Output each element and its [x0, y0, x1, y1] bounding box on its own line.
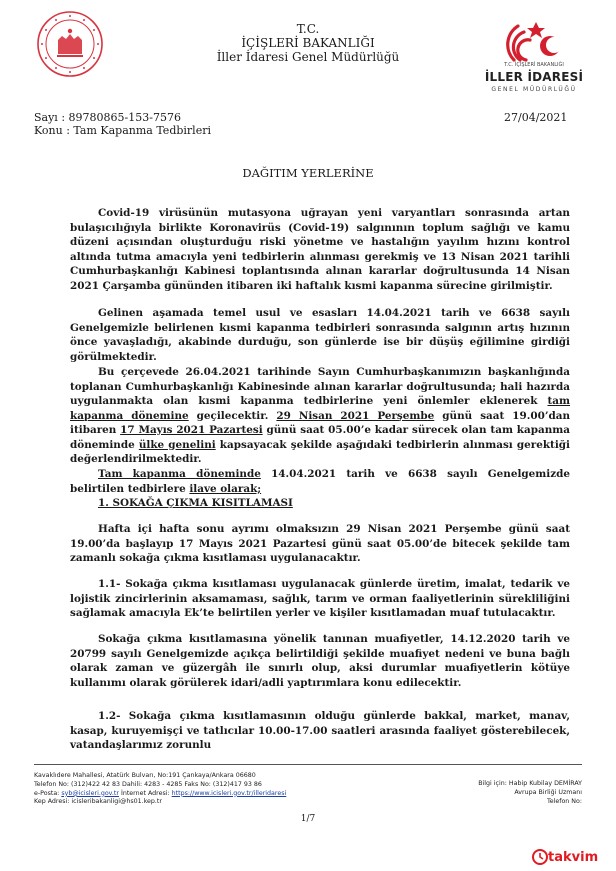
letterhead — [0, 22, 616, 64]
header-line-tc: T.C. — [296, 22, 320, 36]
konu-line: Konu : Tam Kapanma Tedbirleri — [34, 124, 211, 137]
header-directorate: İller İdaresi Genel Müdürlüğü — [216, 50, 400, 64]
paragraph-6 — [70, 577, 570, 621]
p3-part-c: günü saat 19.00’dan itibaren — [70, 409, 570, 436]
takvim-watermark — [532, 846, 610, 866]
paragraph-8-text: 1.2- Sokağa çıkma kısıtlamasının olduğu günlerde bakkal, market, manav, kasap, kuruyemişçi ve tatlıcılar 10.00-17.00 saatleri arasında faaliyet gösterebilecek, vatandaşlarımız zorunlu — [70, 710, 570, 751]
email-link[interactable]: syb@icisleri.gov.tr — [61, 789, 119, 797]
paragraph-3 — [70, 365, 570, 467]
footer-address-line: Kavaklıdere Mahallesi, Atatürk Bulvarı, No:191 Çankaya/Ankara 06680 — [34, 772, 256, 779]
footer-contact — [446, 780, 582, 806]
footer-phone-line: Telefon No: (312)422 42 83 Dahili: 4283 - 4285 Faks No: (312)417 93 86 — [34, 780, 262, 788]
paragraph-5 — [70, 522, 570, 566]
distribution-heading: DAĞITIM YERLERİNE — [242, 166, 374, 180]
p3-part-a: Bu çerçevede 26.04.2021 tarihinde Sayın Cumhurbaşkanımızın başkanlığında toplanan Cumhurbaşkanlığı Kabinesinde alınan kararlar doğrultusunda; hali hazırda uygulanmakta olan kısmi kapanma tedbirlerine yeni önlemler eklenerek — [70, 366, 570, 407]
footer-kep-line: Kep Adresi: icisleribakanligi@hs01.kep.tr — [34, 798, 162, 806]
paragraph-1-text: Covid-19 virüsünün mutasyona uğrayan yeni varyantları sonrasında artan bulaşıcılığıyla birlikte Koronavirüs (Covid-19) salgınının toplum sağlığı ve kamu düzeni açısından oluşturduğu riski yönetme ve hastalığın yayılım hızını kontrol altında tutma amacıyla yeni tedbirlerin alınması gerekmiş ve 13 Nisan 2021 tarihli Cumhurbaşkanlığı Kabinesi toplantısında alınan kararlar doğrultusunda 14 Nisan 2021 Çarşamba gününden itibaren iki haftalık kısmi kapanma sürecine girilmiştir. — [70, 207, 570, 292]
p4-underline-1: Tam kapanma döneminde — [98, 468, 261, 480]
p3-underline-3: 17 Mayıs 2021 Pazartesi — [120, 424, 263, 436]
footer-divider — [34, 764, 582, 765]
p4-part-a: 14.04.2021 tarih ve 6638 sayılı Genelgemizde belirtilen tedbirlere — [70, 468, 570, 495]
paragraph-1 — [70, 206, 570, 293]
paragraph-2-text: Gelinen aşamada temel usul ve esasları 14.04.2021 tarih ve 6638 sayılı Genelgemizle belirlenen kısmi kapanma tedbirleri sonrasında salgının artış hızının önce yavaşladığı, akabinde durduğu, son günlerde ise bir düşüş eğilimine girdiği görülmektedir. — [70, 307, 570, 363]
p3-underline-1: tam kapanma dönemine — [70, 395, 570, 422]
page-number: 1/7 — [300, 814, 316, 824]
contact-person: Bilgi için: Habip Kubilay DEMİRAY — [478, 780, 582, 787]
website-link[interactable]: https://www.icisleri.gov.tr/illeridaresi — [171, 789, 287, 797]
logo-brand-text: İLLER İDARESİ — [484, 70, 584, 84]
paragraph-5-text: Hafta içi hafta sonu ayrımı olmaksızın 29 Nisan 2021 Perşembe günü saat 19.00’da başlayıp 17 Mayıs 2021 Pazartesi günü saat 05.00’de bitecek şekilde tam zamanlı sokağa çıkma kısıtlaması uygulanacaktır. — [70, 523, 570, 564]
document-meta — [34, 111, 211, 137]
sayi-line: Sayı : 89780865-153-7576 — [34, 111, 181, 124]
paragraph-6-text: 1.1- Sokağa çıkma kısıtlaması uygulanacak günlerde üretim, imalat, tedarik ve lojistik zincirlerinin aksamaması, sağlık, tarım ve orman faaliyetlerinin sürekliliğini sağlamak amacıyla Ek’te belirtilen yerler ve kişiler kısıtlamadan muaf tutulacaktır. — [70, 578, 570, 619]
p3-part-b: geçilecektir. — [188, 409, 277, 422]
email-label: e-Posta: — [34, 789, 62, 797]
p3-underline-4: ülke genelini — [138, 438, 216, 451]
logo-small-caption: T.C. İÇİŞLERİ BAKANLIĞI — [504, 62, 564, 68]
paragraph-4 — [70, 467, 570, 511]
paragraph-3-text — [70, 365, 570, 467]
paragraph-7 — [70, 632, 570, 690]
paragraph-2 — [70, 306, 570, 364]
logo-sub-text: GENEL MÜDÜRLÜĞÜ — [491, 86, 577, 93]
paragraph-7-text: Sokağa çıkma kısıtlamasına yönelik tanınan muafiyetler, 14.12.2020 tarih ve 20799 sayılı Genelgemizde açıkça belirtildiği şekilde muafiyet nedeni ve buna bağlı olarak zaman ve güzergâh ile sınırlı olup, aksi durumlar muafiyetlerin kötüye kullanımı olarak görülerek idari/adli yaptırımlara konu edilecektir. — [70, 633, 570, 689]
section-1-heading: 1. SOKAĞA ÇIKMA KISITLAMASI — [98, 497, 293, 509]
p4-underline-2: ilave olarak; — [189, 482, 262, 495]
header-ministry: İÇİŞLERİ BAKANLIĞI — [241, 36, 375, 50]
footer-address — [34, 772, 286, 807]
website-label: İnternet Adresi: — [118, 789, 172, 797]
takvim-logo-icon — [532, 849, 548, 865]
p3-underline-2: 29 Nisan 2021 Perşembe — [276, 409, 435, 422]
contact-title: Avrupa Birliği Uzmanı — [514, 788, 582, 796]
p3-part-d: günü saat 05.00’e kadar sürecek olan tam kapanma döneminde — [70, 424, 570, 451]
document-date: 27/04/2021 — [504, 111, 568, 124]
paragraph-4-text — [70, 467, 570, 496]
p3-part-e: kapsayacak şekilde aşağıdaki tedbirlerin alınması gerektiği değerlendirilmektedir. — [70, 438, 570, 465]
contact-phone: Telefon No: — [546, 797, 582, 805]
paragraph-8 — [70, 709, 570, 753]
watermark-text: takvim — [548, 850, 599, 865]
